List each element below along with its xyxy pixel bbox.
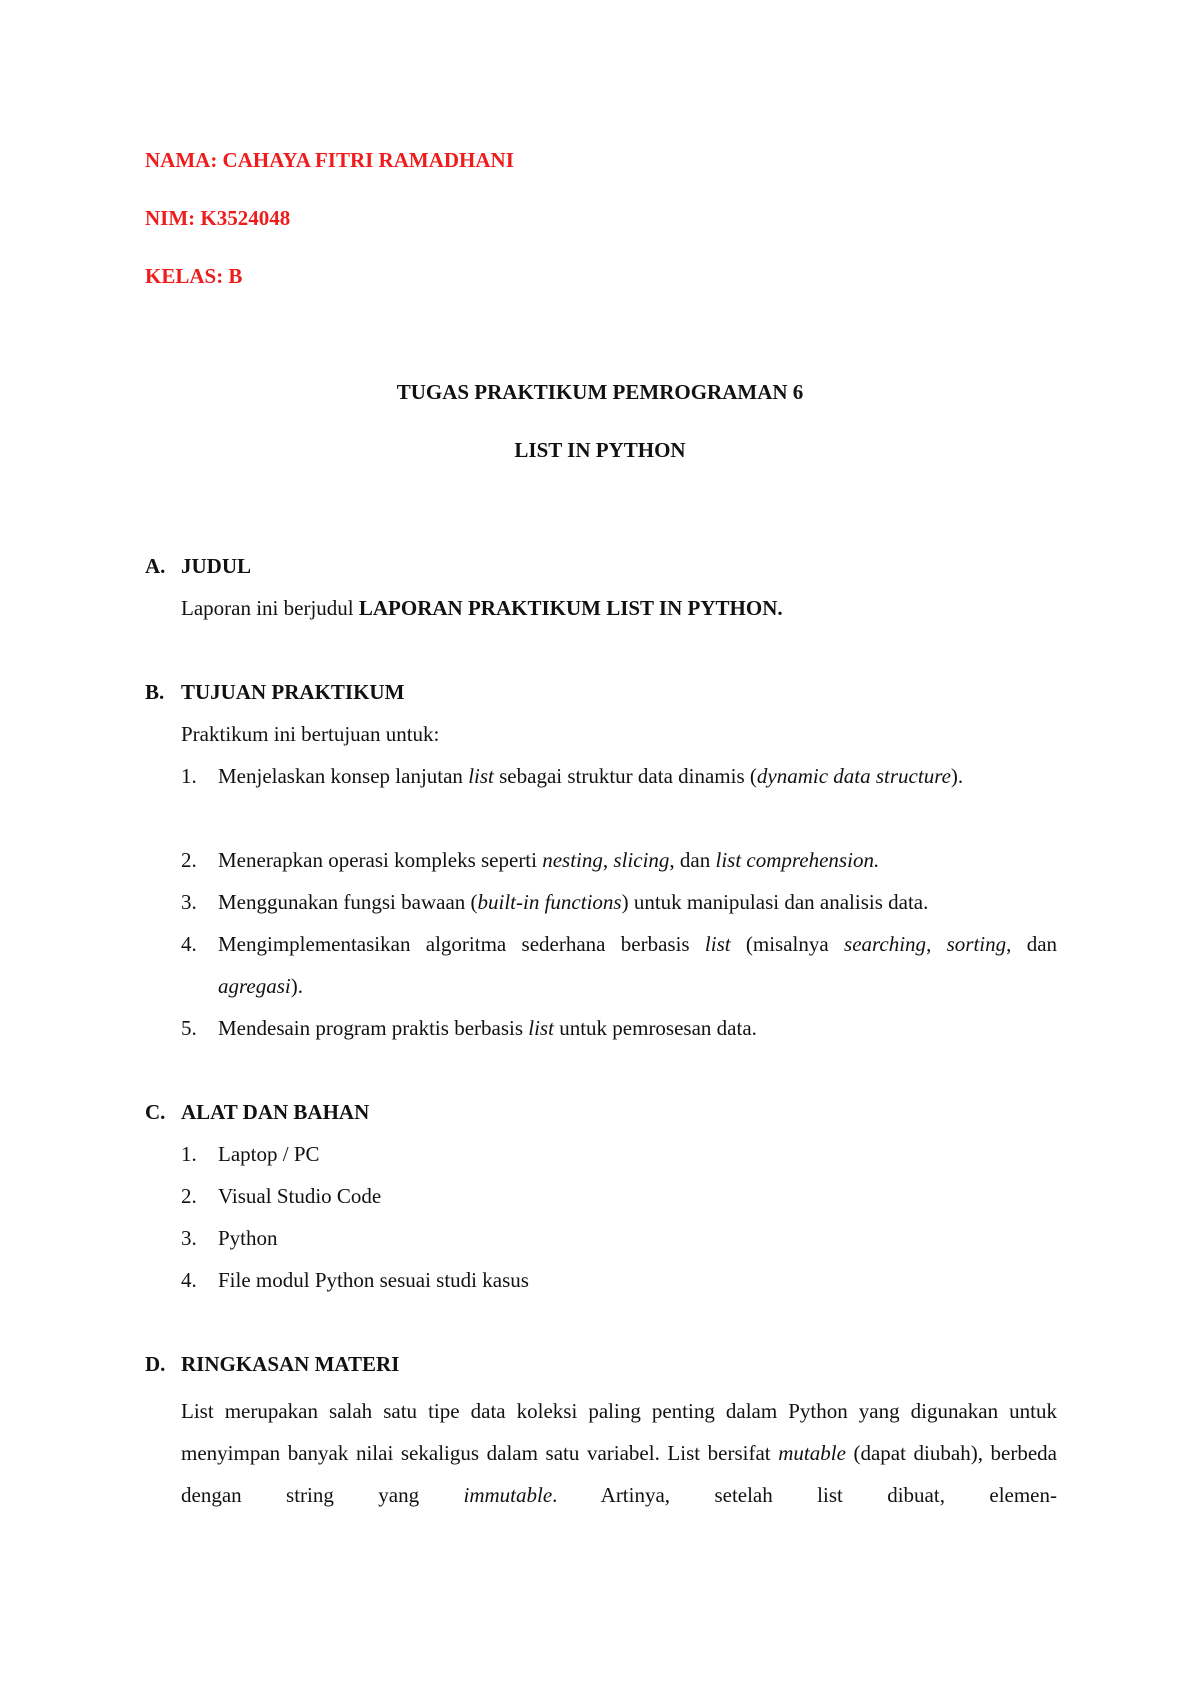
judul-text-prefix: Laporan ini berjudul xyxy=(181,596,359,620)
document-title: TUGAS PRAKTIKUM PEMROGRAMAN 6 xyxy=(396,380,804,404)
section-d-letter: D. xyxy=(145,1352,166,1376)
alat-item-1 xyxy=(181,1133,1057,1175)
student-nim: NIM: K3524048 xyxy=(145,206,291,230)
section-a-heading xyxy=(145,556,251,577)
section-a-letter: A. xyxy=(145,554,166,578)
tujuan-item-4-text: Mengimplementasikan algoritma sederhana berbasis list (misalnya searching, sorting, dan agregasi). xyxy=(218,932,1058,998)
tujuan-item-3-number: 3. xyxy=(181,890,197,914)
student-class: KELAS: B xyxy=(145,264,243,288)
section-a-title: JUDUL xyxy=(181,554,252,578)
document-subtitle: LIST IN PYTHON xyxy=(514,438,686,462)
alat-item-2 xyxy=(181,1175,1057,1217)
alat-item-3-number: 3. xyxy=(181,1226,197,1250)
tujuan-item-3 xyxy=(181,881,1057,923)
tujuan-item-5-text: Mendesain program praktis berbasis list untuk pemrosesan data. xyxy=(218,1016,757,1040)
tujuan-item-2-number: 2. xyxy=(181,848,197,872)
section-b-letter: B. xyxy=(145,680,165,704)
section-b-heading xyxy=(145,682,404,703)
section-d-heading xyxy=(145,1354,399,1375)
tujuan-item-4 xyxy=(181,923,1057,1007)
tujuan-item-1-text: Menjelaskan konsep lanjutan list sebagai struktur data dinamis (dynamic data structure). xyxy=(218,764,964,788)
alat-item-1-text: Laptop / PC xyxy=(218,1142,320,1166)
alat-item-4-text: File modul Python sesuai studi kasus xyxy=(218,1268,529,1292)
section-b-title: TUJUAN PRAKTIKUM xyxy=(181,680,405,704)
student-name: NAMA: CAHAYA FITRI RAMADHANI xyxy=(145,148,514,172)
judul-text xyxy=(181,598,1057,619)
tujuan-item-2 xyxy=(181,839,1057,881)
alat-item-3-text: Python xyxy=(218,1226,278,1250)
tujuan-item-1 xyxy=(181,755,1057,797)
alat-item-4 xyxy=(181,1259,1057,1301)
section-c-title: ALAT DAN BAHAN xyxy=(181,1100,370,1124)
tujuan-item-3-text: Menggunakan fungsi bawaan (built-in functions) untuk manipulasi dan analisis data. xyxy=(218,890,929,914)
tujuan-item-2-text: Menerapkan operasi kompleks seperti nesting, slicing, dan list comprehension. xyxy=(218,848,880,872)
tujuan-intro: Praktikum ini bertujuan untuk: xyxy=(181,722,440,746)
alat-item-1-number: 1. xyxy=(181,1142,197,1166)
ringkasan-paragraph xyxy=(181,1390,1057,1516)
tujuan-item-5-number: 5. xyxy=(181,1016,197,1040)
tujuan-item-4-number: 4. xyxy=(181,932,197,956)
alat-item-2-text: Visual Studio Code xyxy=(218,1184,382,1208)
tujuan-item-5 xyxy=(181,1007,1057,1049)
judul-text-bold: LAPORAN PRAKTIKUM LIST IN PYTHON. xyxy=(358,596,783,620)
section-c-letter: C. xyxy=(145,1100,166,1124)
section-d-title: RINGKASAN MATERI xyxy=(181,1352,400,1376)
alat-item-2-number: 2. xyxy=(181,1184,197,1208)
alat-item-4-number: 4. xyxy=(181,1268,197,1292)
ringkasan-text: List merupakan salah satu tipe data koleksi paling penting dalam Python yang digunakan untuk menyimpan banyak nilai sekaligus dalam satu variabel. List bersifat mutable (dapat diubah), berbeda dengan string yang immutable. Artinya, setelah list dibuat, elemen- xyxy=(181,1399,1058,1507)
tujuan-item-1-number: 1. xyxy=(181,764,197,788)
alat-item-3 xyxy=(181,1217,1057,1259)
section-c-heading xyxy=(145,1102,369,1123)
